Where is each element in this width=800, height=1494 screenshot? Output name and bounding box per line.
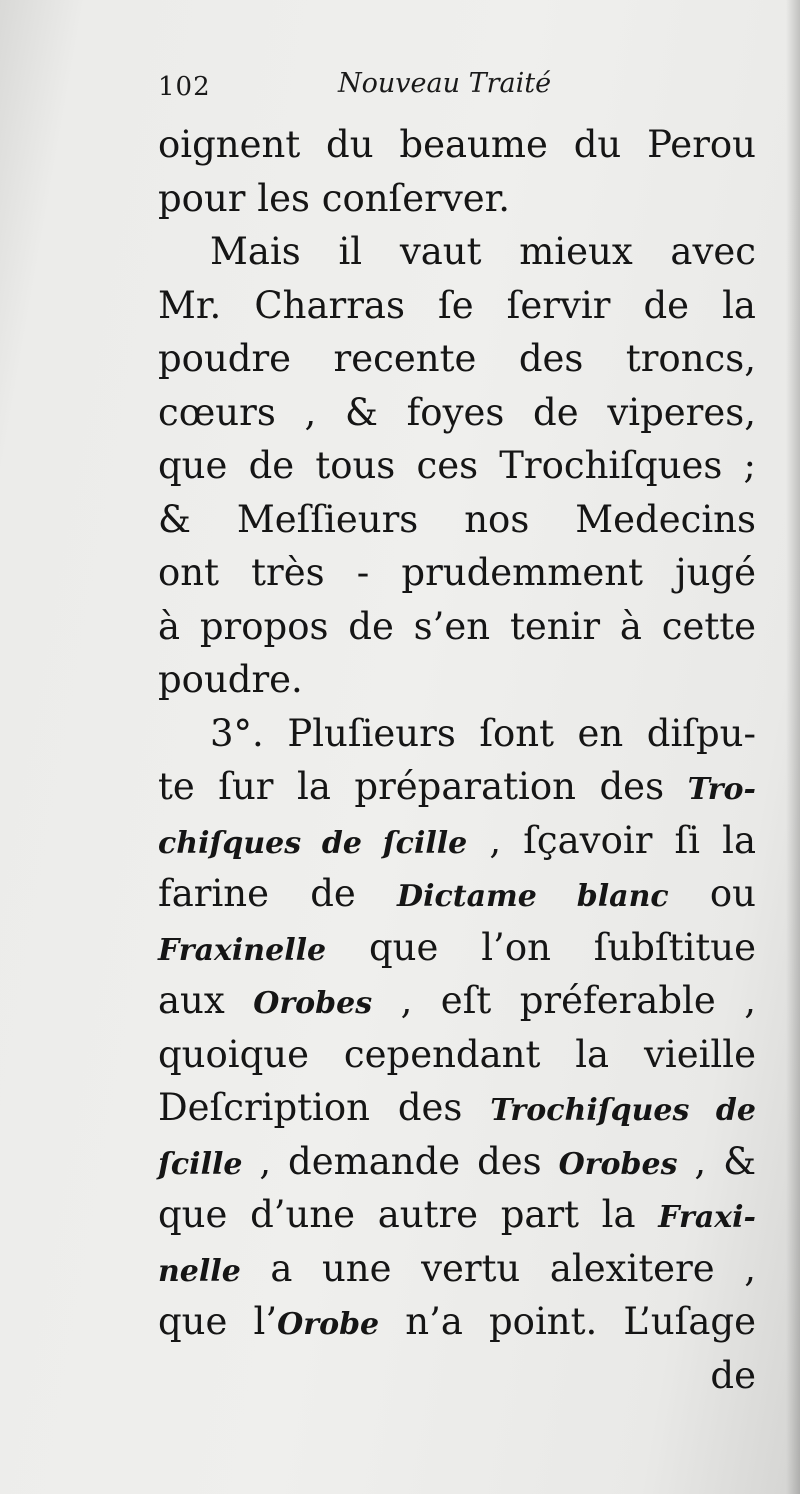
body-text (158, 118, 756, 1402)
text-line: farine de Dictame blanc ou (158, 872, 756, 915)
text-line: pour les conſerver. (158, 176, 511, 220)
text-line: chiſques de ſcille , ſçavoir ſi la (158, 818, 757, 862)
running-title: Nouveau Traité (338, 68, 552, 99)
text-line: que d’une autre part la Fraxi- (158, 1193, 756, 1236)
text-line: Mr. Charras ſe ſervir de la (158, 283, 756, 327)
text-line: & Meſſieurs nos Medecins (158, 497, 756, 541)
text-line: que l’Orobe n’a point. L’uſage (158, 1300, 756, 1343)
text-line: quoique cependant la vieille (158, 1032, 756, 1076)
text-line: cœurs , & foyes de viperes, (158, 390, 756, 434)
text-line: te ſur la préparation des Tro- (158, 765, 756, 808)
text-line: Fraxinelle que l’on ſubſtitue (158, 925, 756, 969)
page-header (150, 66, 750, 106)
text-line: nelle a une vertu alexitere , (158, 1246, 756, 1290)
catchword: de (710, 1353, 756, 1397)
page-edge-shadow (786, 0, 800, 1494)
text-line: aux Orobes , eſt préferable , (158, 979, 756, 1022)
text-line: Mais il vaut mieux avec (210, 230, 756, 273)
text-line: oignent du beaume du Perou (158, 123, 756, 166)
text-line: Deſcription des Trochiſques de (158, 1086, 756, 1129)
text-line: ont très - prudemment jugé (158, 551, 756, 594)
page-number: 102 (158, 72, 211, 102)
text-line: 3°. Pluſieurs ſont en diſpu- (210, 711, 756, 755)
text-line: que de tous ces Trochiſques ; (158, 444, 756, 487)
text-line: ſcille , demande des Orobes , & (158, 1139, 757, 1183)
text-line: poudre recente des troncs, (158, 337, 756, 380)
text-line: à propos de s’en tenir à cette (158, 604, 756, 648)
text-line: poudre. (158, 658, 303, 701)
